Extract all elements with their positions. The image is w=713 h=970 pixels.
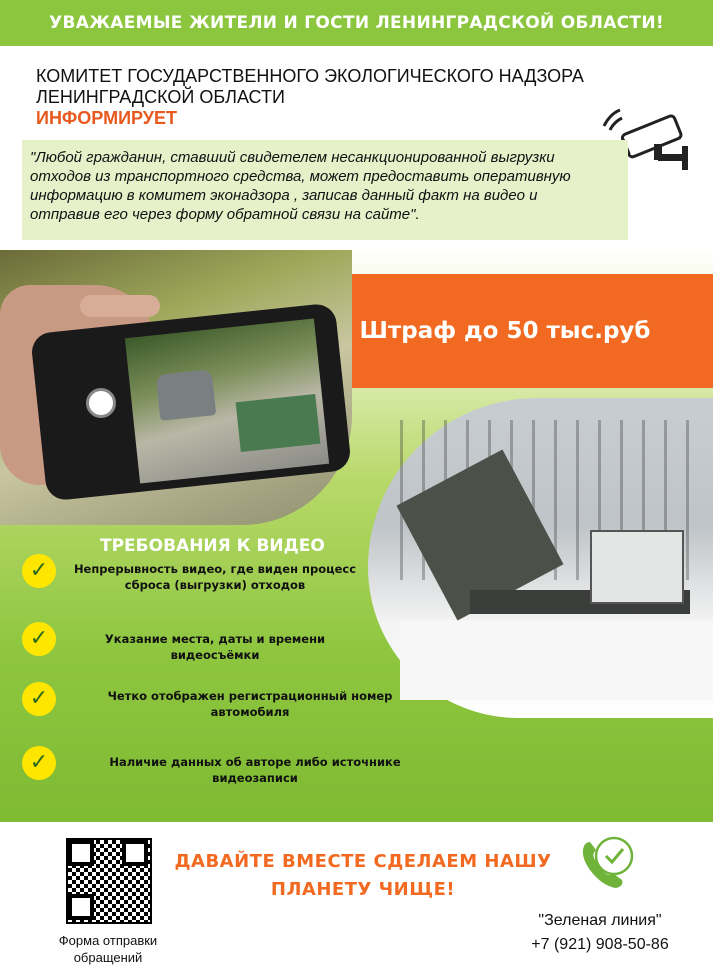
hotline-phone[interactable]: +7 (921) 908-50-86 bbox=[531, 936, 669, 953]
car-image bbox=[156, 369, 217, 421]
requirement-1: Непрерывность видео, где виден процесс сброса (выгрузки) отходов bbox=[73, 562, 357, 592]
checkmark-icon: ✓ bbox=[22, 682, 56, 716]
shutter-button-icon bbox=[86, 388, 116, 418]
requirements-title: ТРЕБОВАНИЯ К ВИДЕО bbox=[100, 536, 325, 556]
truck-cab-image bbox=[590, 530, 684, 604]
checkmark-icon: ✓ bbox=[22, 746, 56, 780]
checkmark-icon: ✓ bbox=[22, 622, 56, 656]
qr-finder-pattern bbox=[68, 840, 94, 866]
qr-finder-pattern bbox=[122, 840, 148, 866]
slogan: ДАВАЙТЕ ВМЕСТЕ СДЕЛАЕМ НАШУ ПЛАНЕТУ ЧИЩЕ! bbox=[174, 851, 552, 900]
committee-name: КОМИТЕТ ГОСУДАРСТВЕННОГО ЭКОЛОГИЧЕСКОГО НАДЗОРА ЛЕНИНГРАДСКОЙ ОБЛАСТИ bbox=[36, 66, 584, 107]
qr-finder-pattern bbox=[68, 894, 94, 920]
phone-icon bbox=[578, 832, 640, 892]
garbage-container-image bbox=[236, 394, 321, 452]
informs-label: ИНФОРМИРУЕТ bbox=[36, 108, 177, 128]
fine-text: Штраф до 50 тыс.руб bbox=[359, 318, 651, 344]
checkmark-icon: ✓ bbox=[22, 554, 56, 588]
requirement-2: Указание места, даты и времени видеосъёмки bbox=[104, 632, 326, 662]
form-label: Форма отправки обращений bbox=[58, 933, 158, 965]
requirement-4: Наличие данных об авторе либо источнике видеозаписи bbox=[109, 755, 401, 785]
hotline-name: "Зеленая линия" bbox=[538, 912, 662, 929]
banner-title: УВАЖАЕМЫЕ ЖИТЕЛИ И ГОСТИ ЛЕНИНГРАДСКОЙ ОБЛАСТИ! bbox=[49, 13, 664, 33]
quote-text: "Любой гражданин, ставший свидетелем несанкционированной выгрузки отходов из транспортного средства, может предоставить оперативную информацию в комитет эконадзора , записав данный факт на видео и отправив его через форму обратной связи на сайте". bbox=[30, 149, 571, 223]
snow-ground-image bbox=[400, 620, 713, 700]
finger-image bbox=[80, 295, 160, 317]
requirement-3: Четко отображен регистрационный номер автомобиля bbox=[107, 689, 393, 719]
